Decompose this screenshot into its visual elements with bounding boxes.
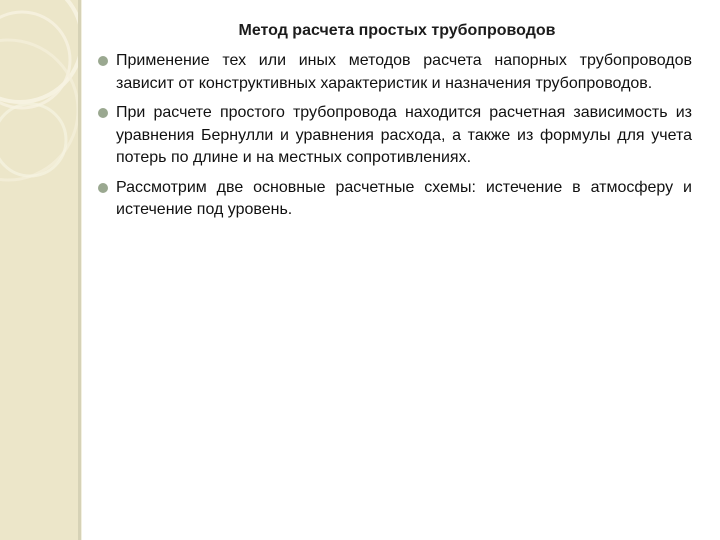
bullet-text: Применение тех или иных методов расчета напорных трубопроводов зависит от конструктивных характеристик и назначения трубопроводов. (116, 52, 692, 92)
bullet-item (98, 177, 692, 222)
bullet-list (98, 50, 692, 229)
bullet-text: При расчете простого трубопровода находится расчетная зависимость из уравнения Бернулли и уравнения расхода, а также из формулы для учета потерь по длине и на местных сопротивлениях. (116, 104, 692, 166)
bullet-dot-icon (98, 56, 108, 66)
decorative-rings (0, 0, 78, 540)
bullet-item (98, 50, 692, 95)
bullet-dot-icon (98, 108, 108, 118)
bullet-text: Рассмотрим две основные расчетные схемы: истечение в атмосферу и истечение под уровень. (116, 178, 692, 218)
side-divider-highlight (81, 0, 82, 540)
slide-title: Метод расчета простых трубопроводов (238, 22, 556, 39)
bullet-item (98, 102, 692, 170)
bullet-dot-icon (98, 183, 108, 193)
